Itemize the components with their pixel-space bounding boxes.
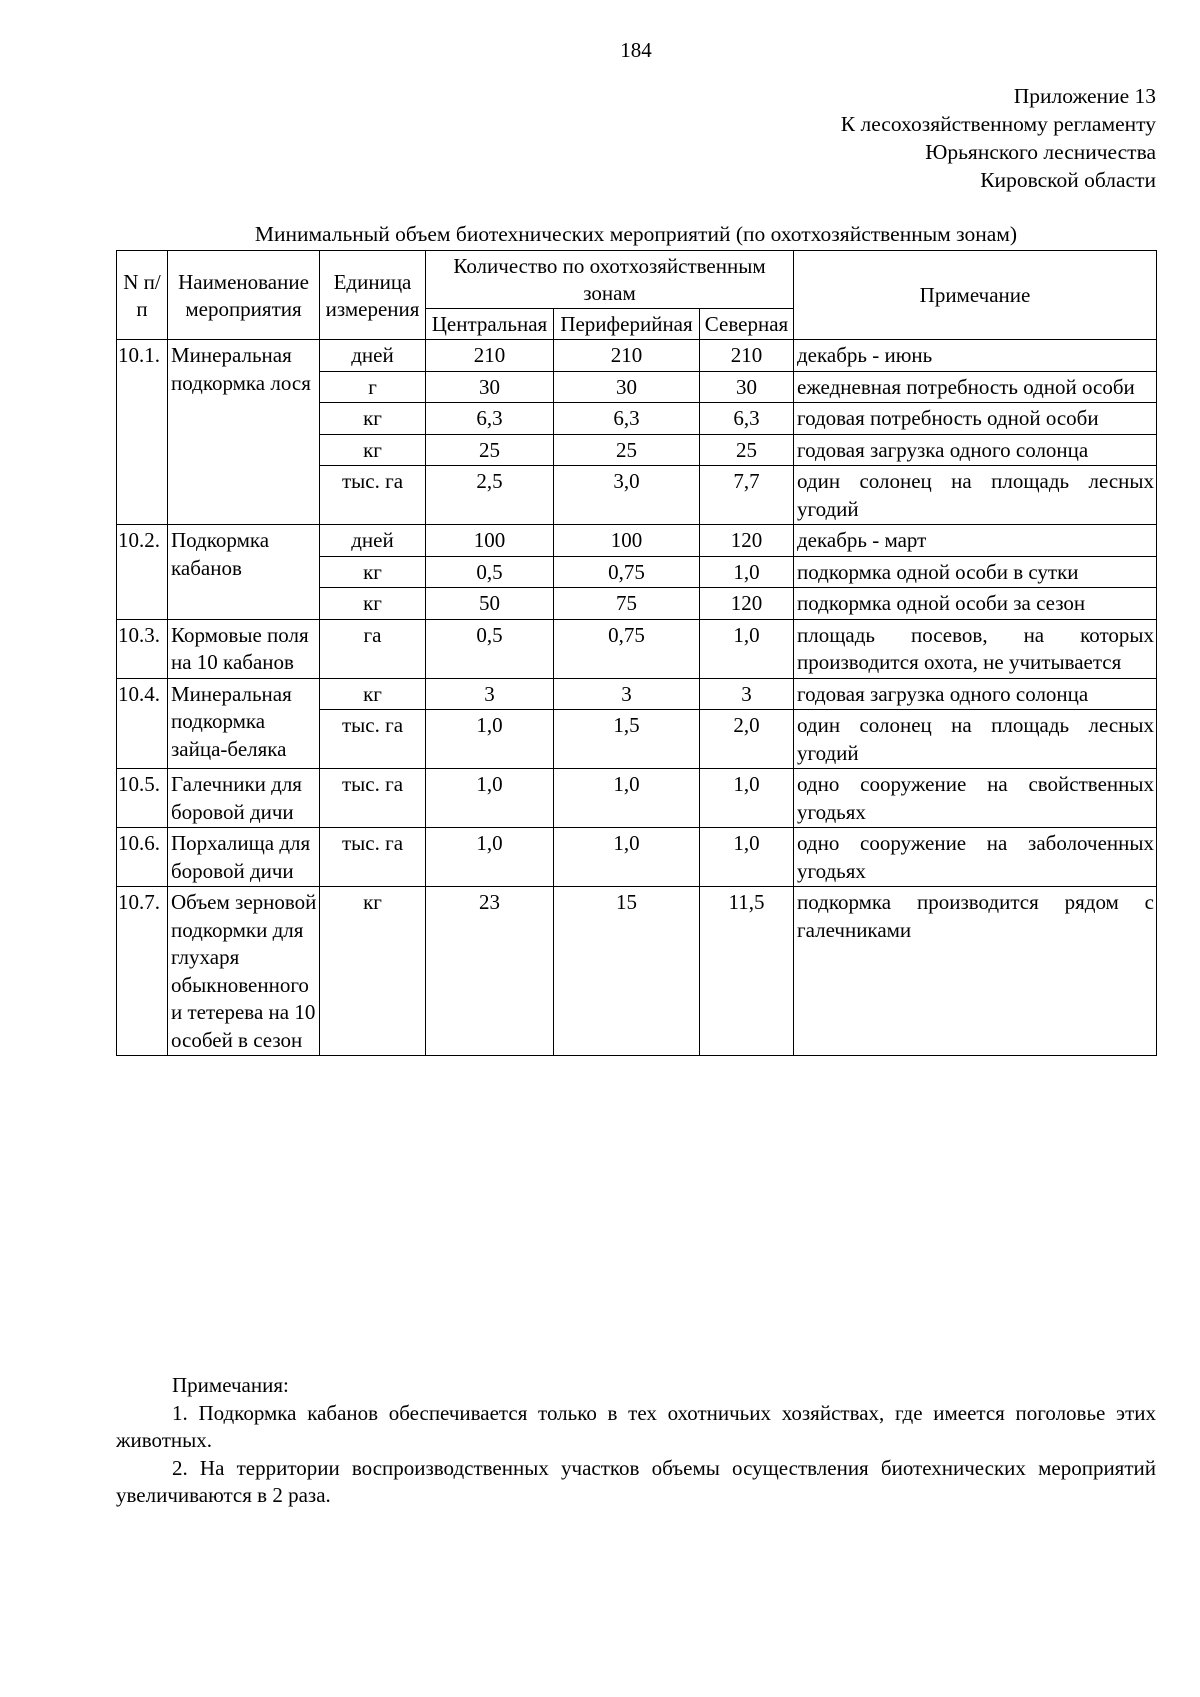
central-value: 1,0 [426,710,554,769]
measure-name: Подкормка кабанов [168,525,320,620]
measure-name: Минеральная подкормка зайца-беляка [168,678,320,769]
table-row [117,340,1157,372]
central-value: 210 [426,340,554,372]
table-row [117,619,1157,678]
central-value: 2,5 [426,466,554,525]
header-num: N п/п [117,251,168,340]
note-cell: подкормка одной особи в сутки [794,556,1157,588]
table-row [117,525,1157,557]
row-number: 10.3. [117,619,168,678]
northern-value: 3 [700,678,794,710]
northern-value: 6,3 [700,403,794,435]
note-cell: один солонец на площадь лесных угодий [794,466,1157,525]
header-unit: Единица измерения [320,251,426,340]
appendix-line: Кировской области [980,168,1156,192]
page-number: 184 [620,38,652,62]
northern-value: 120 [700,525,794,557]
measure-name: Объем зерновой подкормки для глухаря обыкновенного и тетерева на 10 особей в сезон [168,887,320,1056]
header-peripheral: Периферийная [554,309,700,340]
note-cell: декабрь - июнь [794,340,1157,372]
measure-name: Порхалища для боровой дичи [168,828,320,887]
unit-cell: кг [320,556,426,588]
row-number: 10.5. [117,769,168,828]
northern-value: 30 [700,371,794,403]
appendix-line: Юрьянского лесничества [925,140,1156,164]
central-value: 0,5 [426,556,554,588]
measure-name: Минеральная подкормка лося [168,340,320,525]
peripheral-value: 75 [554,588,700,620]
row-number: 10.4. [117,678,168,769]
central-value: 23 [426,887,554,1056]
row-number: 10.1. [117,340,168,525]
header-note: Примечание [794,251,1157,340]
row-number: 10.7. [117,887,168,1056]
unit-cell: кг [320,887,426,1056]
central-value: 50 [426,588,554,620]
unit-cell: га [320,619,426,678]
central-value: 100 [426,525,554,557]
unit-cell: тыс. га [320,710,426,769]
northern-value: 7,7 [700,466,794,525]
unit-cell: тыс. га [320,828,426,887]
table-row [117,828,1157,887]
note-cell: одно сооружение на свойственных угодьях [794,769,1157,828]
unit-cell: кг [320,434,426,466]
table-row [117,887,1157,1056]
table-row [117,678,1157,710]
note-cell: один солонец на площадь лесных угодий [794,710,1157,769]
table-header [117,251,1157,340]
appendix-line: Приложение 13 [1013,84,1156,108]
note-cell: годовая загрузка одного солонца [794,434,1157,466]
central-value: 1,0 [426,769,554,828]
unit-cell: кг [320,678,426,710]
note-cell: ежедневная потребность одной особи [794,371,1157,403]
header-quantity: Количество по охотхозяйственным зонам [426,251,794,309]
appendix-header [841,82,1156,194]
peripheral-value: 0,75 [554,556,700,588]
northern-value: 2,0 [700,710,794,769]
notes-section [116,1372,1156,1510]
row-number: 10.6. [117,828,168,887]
northern-value: 11,5 [700,887,794,1056]
note-cell: годовая потребность одной особи [794,403,1157,435]
peripheral-value: 0,75 [554,619,700,678]
northern-value: 1,0 [700,556,794,588]
central-value: 25 [426,434,554,466]
peripheral-value: 15 [554,887,700,1056]
peripheral-value: 6,3 [554,403,700,435]
note-cell: подкормка производится рядом с галечниками [794,887,1157,1056]
peripheral-value: 1,5 [554,710,700,769]
measure-name: Галечники для боровой дичи [168,769,320,828]
measures-table [116,250,1157,1056]
peripheral-value: 25 [554,434,700,466]
central-value: 6,3 [426,403,554,435]
unit-cell: кг [320,403,426,435]
central-value: 1,0 [426,828,554,887]
peripheral-value: 100 [554,525,700,557]
northern-value: 1,0 [700,828,794,887]
note-cell: подкормка одной особи за сезон [794,588,1157,620]
table-row [117,769,1157,828]
header-central: Центральная [426,309,554,340]
unit-cell: г [320,371,426,403]
measure-name: Кормовые поля на 10 кабанов [168,619,320,678]
northern-value: 210 [700,340,794,372]
peripheral-value: 210 [554,340,700,372]
note-item: 2. На территории воспроизводственных участков объемы осуществления биотехнических мероприятий увеличиваются в 2 раза. [116,1455,1156,1507]
note-cell: одно сооружение на заболоченных угодьях [794,828,1157,887]
unit-cell: тыс. га [320,466,426,525]
unit-cell: тыс. га [320,769,426,828]
northern-value: 1,0 [700,619,794,678]
peripheral-value: 1,0 [554,769,700,828]
central-value: 0,5 [426,619,554,678]
unit-cell: кг [320,588,426,620]
peripheral-value: 3 [554,678,700,710]
header-name: Наименование мероприятия [168,251,320,340]
note-item: 1. Подкормка кабанов обеспечивается только в тех охотничьих хозяйствах, где имеется поголовье этих животных. [116,1400,1156,1452]
table-title: Минимальный объем биотехнических мероприятий (по охотхозяйственным зонам) [254,222,1018,246]
peripheral-value: 1,0 [554,828,700,887]
peripheral-value: 30 [554,371,700,403]
notes-title: Примечания: [172,1373,289,1397]
table-body [117,340,1157,1056]
note-cell: декабрь - март [794,525,1157,557]
unit-cell: дней [320,525,426,557]
note-cell: площадь посевов, на которых производится охота, не учитывается [794,619,1157,678]
northern-value: 25 [700,434,794,466]
note-cell: годовая загрузка одного солонца [794,678,1157,710]
northern-value: 120 [700,588,794,620]
central-value: 3 [426,678,554,710]
northern-value: 1,0 [700,769,794,828]
appendix-line: К лесохозяйственному регламенту [840,112,1156,136]
peripheral-value: 3,0 [554,466,700,525]
central-value: 30 [426,371,554,403]
row-number: 10.2. [117,525,168,620]
header-northern: Северная [700,309,794,340]
unit-cell: дней [320,340,426,372]
